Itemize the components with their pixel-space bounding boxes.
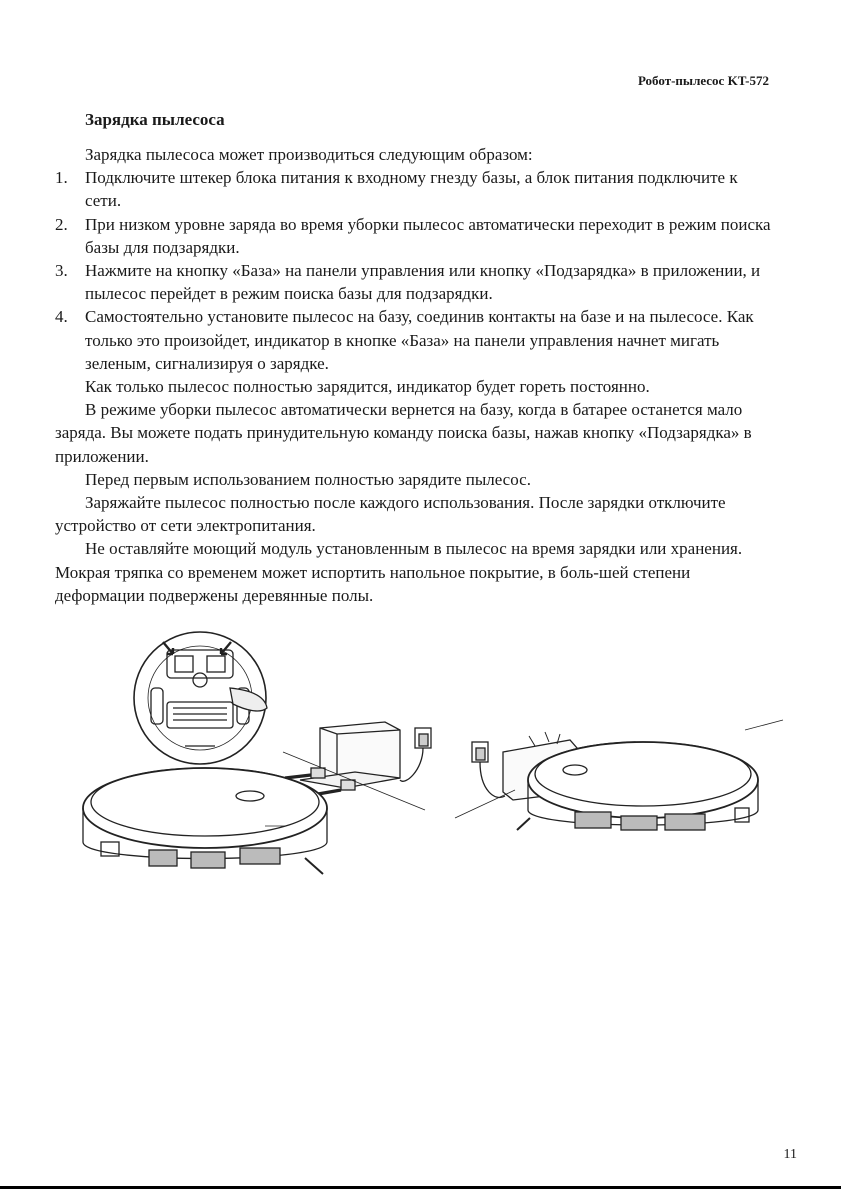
body-paragraph: Заряжайте пылесос полностью после каждого использования. После зарядки отключите устройство от сети электропитания. (55, 493, 726, 536)
running-header: Робот-пылесос KT-572 (637, 73, 769, 88)
page-number: 11 (783, 1147, 797, 1162)
intro-paragraph: Зарядка пылесоса может производиться следующим образом: (85, 145, 533, 164)
step-item (55, 166, 771, 212)
body-paragraph: Перед первым использованием полностью зарядите пылесос. (85, 469, 531, 489)
step-number: 1. (55, 168, 68, 188)
step-text: Нажмите на кнопку «База» на панели управления или кнопку «Подзарядка» в приложении, и пылесос перейдет в режим поиска базы для подзарядки. (85, 261, 761, 304)
robot-vacuum-right (517, 720, 783, 830)
step-item (55, 213, 771, 259)
step-number: 4. (55, 307, 68, 327)
step-item (55, 259, 771, 305)
step-text: Самостоятельно установите пылесос на базу, соединив контакты на базе и на пылесосе. Как только это произойдет, индикатор в кнопке «База» на панели управления начнет мигать зеленым, сигнализируя о зарядке. (85, 307, 754, 373)
body-paragraph: Не оставляйте моющий модуль установленным в пылесос на время зарядки или хранения. Мокрая тряпка со временем может испортить напольное покрытие, в боль-шей степени деформации подвержены деревянные полы. (55, 539, 743, 605)
section-title: Зарядка пылесоса (85, 110, 225, 129)
step-item (55, 305, 771, 375)
step-text: Подключите штекер блока питания к входному гнезду базы, а блок питания подключите к сети. (85, 168, 738, 211)
charging-illustration (55, 630, 785, 900)
full-charge-note: Как только пылесос полностью зарядится, индикатор будет гореть постоянно. (85, 377, 650, 397)
robot-bottom-view-inset (134, 632, 267, 764)
step-text: При низком уровне заряда во время уборки пылесос автоматически переходит в режим поиска базы для подзарядки. (85, 214, 771, 257)
step-number: 3. (55, 261, 68, 281)
page-bottom-rule (0, 1186, 841, 1189)
page-body (55, 108, 771, 607)
step-number: 2. (55, 214, 68, 234)
body-paragraph: В режиме уборки пылесос автоматически вернется на базу, когда в батарее останется мало заряда. Вы можете подать принудительную команду поиска базы, нажав кнопку «Подзарядка» в приложении. (55, 400, 752, 466)
robot-vacuum-left (83, 768, 327, 874)
